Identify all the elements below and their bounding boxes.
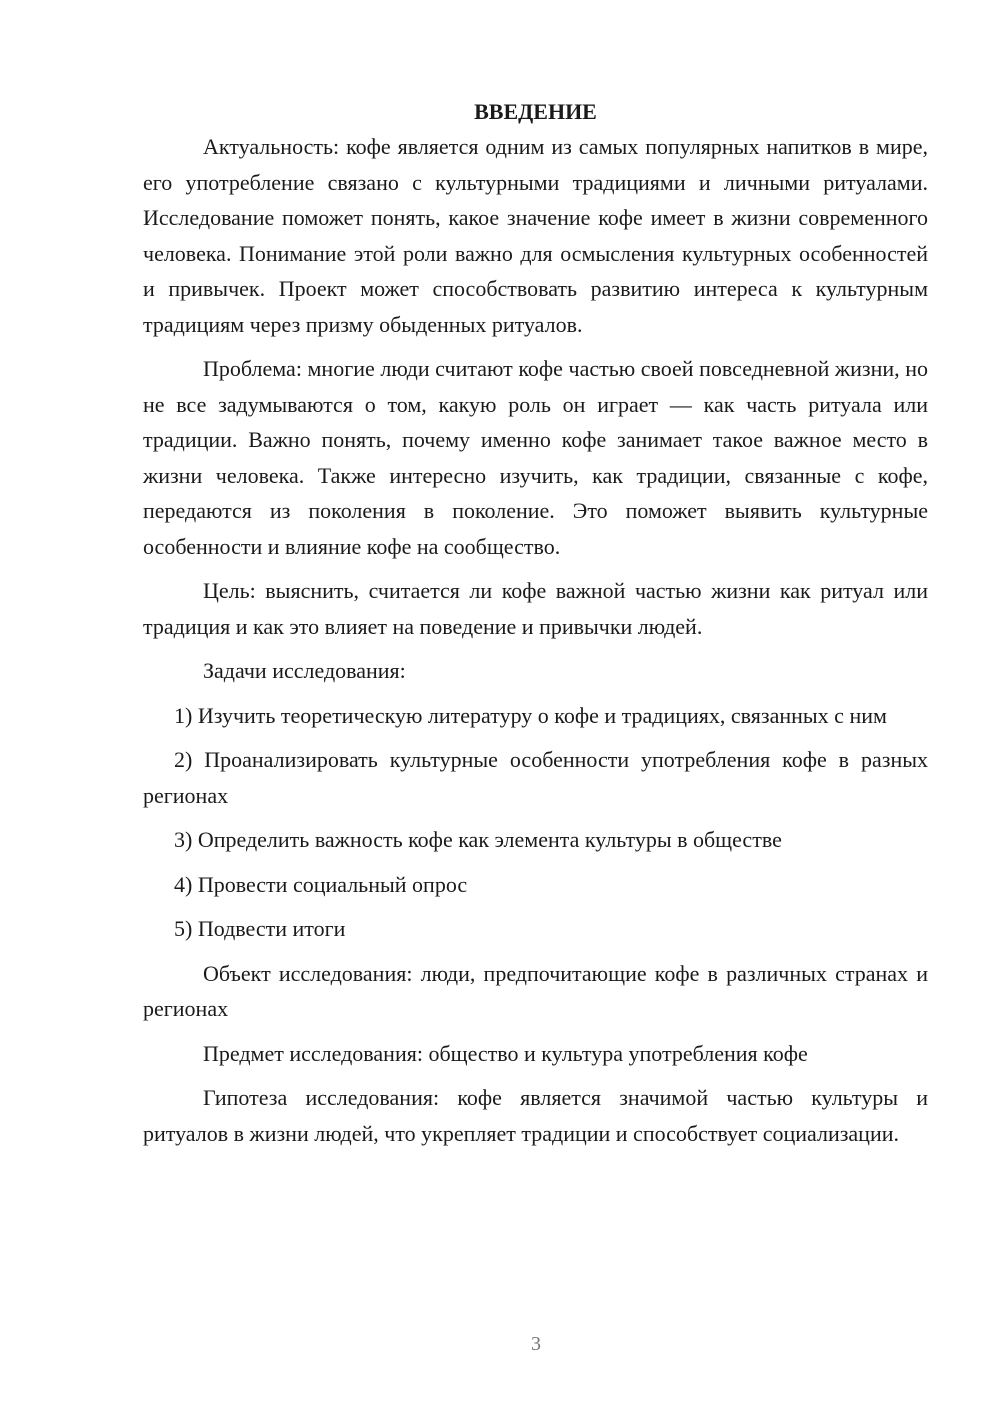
task-item: 5) Подвести итоги bbox=[174, 916, 346, 941]
task-item: 3) Определить важность кофе как элемента культуры в обществе bbox=[174, 827, 782, 852]
object-paragraph: Объект исследования: люди, предпочитающие кофе в различных странах и регионах bbox=[143, 960, 928, 1021]
page-title: ВВЕДЕНИЕ bbox=[474, 99, 597, 124]
relevance-paragraph: Актуальность: кофе является одним из самых популярных напитков в мире, его употребление связано с культурными традициями и личными ритуалами. Исследование поможет понять, какое значение кофе имеет в жизни современного человека. Понимание этой роли важно для осмысления культурных особенностей и привычек. Проект может способствовать развитию интереса к культурным традициям через призму обыденных ритуалов. bbox=[143, 134, 928, 337]
page-number: 3 bbox=[531, 1333, 541, 1355]
task-item: 1) Изучить теоретическую литературу о кофе и традициях, связанных с ним bbox=[174, 702, 887, 728]
hypothesis-paragraph: Гипотеза исследования: кофе является значимой частью культуры и ритуалов в жизни людей, что укрепляет традиции и способствует социализации. bbox=[143, 1085, 928, 1146]
problem-paragraph: Проблема: многие люди считают кофе частью своей повседневной жизни, но не все задумываются о том, какую роль он играет — как часть ритуала или традиции. Важно понять, почему именно кофе занимает такое важное место в жизни человека. Также интересно изучить, как традиции, связанные с кофе, передаются из поколения в поколение. Это поможет выявить культурные особенности и влияние кофе на сообщество. bbox=[143, 356, 928, 559]
tasks-heading: Задачи исследования: bbox=[203, 658, 406, 683]
subject-paragraph: Предмет исследования: общество и культура употребления кофе bbox=[203, 1040, 808, 1066]
document-page bbox=[143, 96, 928, 1151]
task-item: 2) Проанализировать культурные особенности употребления кофе в разных регионах bbox=[143, 747, 928, 808]
task-item: 4) Провести социальный опрос bbox=[174, 871, 468, 897]
goal-paragraph: Цель: выяснить, считается ли кофе важной частью жизни как ритуал или традиция и как это влияет на поведение и привычки людей. bbox=[143, 578, 928, 639]
